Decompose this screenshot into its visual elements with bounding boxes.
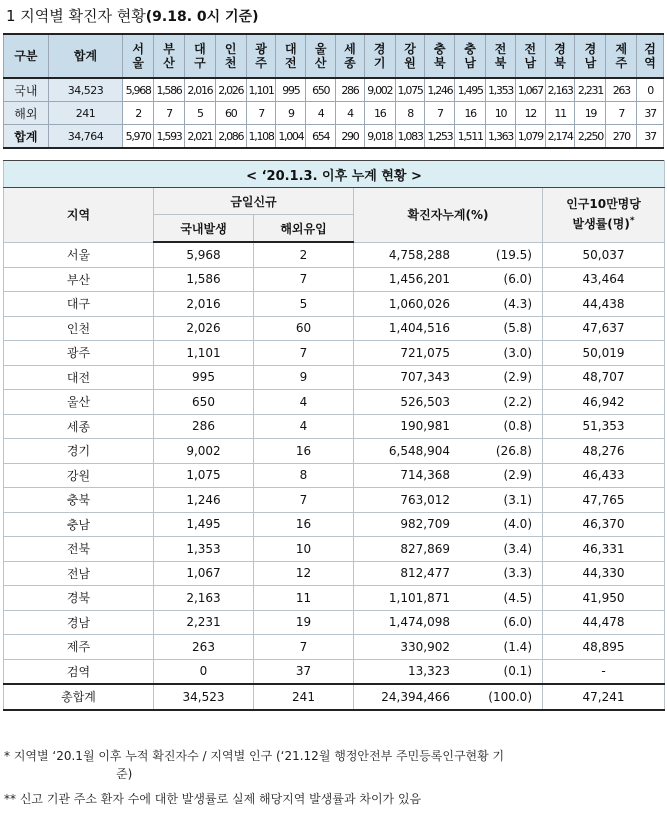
cumulative-percent: (3.4) bbox=[503, 541, 532, 556]
summary-cell: 9 bbox=[276, 102, 306, 125]
cumulative-cell bbox=[354, 659, 543, 684]
summary-row bbox=[4, 78, 664, 102]
cumulative-cell bbox=[354, 316, 543, 341]
table-row bbox=[4, 635, 665, 660]
cumulative-value: 707,343 bbox=[400, 370, 450, 385]
region-char-bottom: 천 bbox=[224, 56, 237, 70]
summary-cell: 1,511 bbox=[455, 125, 486, 149]
region-cell: 충북 bbox=[4, 488, 154, 513]
cumulative-percent: (6.0) bbox=[503, 272, 532, 287]
cumulative-total-row bbox=[4, 684, 665, 710]
summary-header-region bbox=[215, 34, 246, 78]
summary-cell: 2,174 bbox=[545, 125, 575, 149]
cumulative-percent: (2.9) bbox=[503, 468, 532, 483]
cumulative-cell bbox=[354, 414, 543, 439]
region-char-bottom: 기 bbox=[373, 56, 386, 70]
rate-cell: 43,464 bbox=[543, 267, 665, 292]
table-row bbox=[4, 365, 665, 390]
cumulative-percent: (0.1) bbox=[503, 664, 532, 679]
summary-header-region bbox=[336, 34, 365, 78]
cumulative-cell bbox=[354, 635, 543, 660]
total-overseas: 241 bbox=[254, 684, 354, 710]
table-row bbox=[4, 463, 665, 488]
cumulative-value: 1,404,516 bbox=[388, 321, 450, 336]
region-char-top: 서 bbox=[132, 42, 144, 56]
section-title bbox=[6, 5, 259, 26]
summary-cell: 290 bbox=[336, 125, 365, 149]
summary-header-region bbox=[455, 34, 486, 78]
summary-cell: 1,586 bbox=[154, 78, 185, 102]
summary-cell: 2,016 bbox=[184, 78, 215, 102]
summary-cell: 12 bbox=[515, 102, 545, 125]
region-char-bottom: 구 bbox=[194, 56, 206, 70]
summary-row-label: 해외 bbox=[4, 102, 49, 125]
summary-cell: 650 bbox=[306, 78, 336, 102]
domestic-cell: 1,101 bbox=[154, 341, 254, 366]
summary-cell: 2,026 bbox=[215, 78, 246, 102]
cumulative-value: 526,503 bbox=[400, 394, 450, 409]
domestic-cell: 263 bbox=[154, 635, 254, 660]
cumulative-percent: (1.4) bbox=[503, 639, 532, 654]
table-row bbox=[4, 242, 665, 267]
overseas-cell: 7 bbox=[254, 267, 354, 292]
region-cell: 경남 bbox=[4, 610, 154, 635]
region-char-bottom: 전 bbox=[285, 56, 297, 70]
region-cell: 서울 bbox=[4, 242, 154, 267]
region-cell: 인천 bbox=[4, 316, 154, 341]
footnote-1-line1: * 지역별 ‘20.1월 이후 누적 확진자수 / 지역별 인구 (‘21.12월 행정안전부 주민등록인구현황 기 bbox=[4, 749, 505, 763]
summary-cell: 1,353 bbox=[486, 78, 516, 102]
summary-cell: 7 bbox=[425, 102, 455, 125]
header-rate-mark: * bbox=[629, 216, 635, 227]
summary-cell: 9,018 bbox=[364, 125, 395, 149]
overseas-cell: 37 bbox=[254, 659, 354, 684]
region-char-bottom: 주 bbox=[615, 56, 628, 70]
region-char-bottom: 남 bbox=[524, 56, 537, 70]
rate-cell: - bbox=[543, 659, 665, 684]
domestic-cell: 9,002 bbox=[154, 439, 254, 464]
rate-cell: 47,765 bbox=[543, 488, 665, 513]
summary-header-region bbox=[545, 34, 575, 78]
summary-cell: 1,363 bbox=[486, 125, 516, 149]
region-char-top: 경 bbox=[584, 42, 597, 56]
region-char-bottom: 북 bbox=[554, 56, 566, 70]
region-char-bottom: 남 bbox=[464, 56, 476, 70]
cumulative-value: 1,101,871 bbox=[388, 590, 450, 605]
cumulative-value: 982,709 bbox=[400, 517, 450, 532]
region-char-top: 광 bbox=[255, 42, 267, 56]
section-title-text: 1 지역별 확진자 현황 bbox=[6, 7, 146, 25]
summary-cell: 2,231 bbox=[575, 78, 606, 102]
cumulative-caption: < ‘20.1.3. 이후 누계 현황 > bbox=[4, 161, 665, 188]
header-rate-line2: 발생률(명) bbox=[572, 217, 630, 232]
region-cell: 부산 bbox=[4, 267, 154, 292]
cumulative-value: 714,368 bbox=[400, 468, 450, 483]
footnote-1 bbox=[4, 747, 504, 783]
cumulative-percent: (4.0) bbox=[503, 517, 532, 532]
cumulative-cell bbox=[354, 561, 543, 586]
cumulative-cell bbox=[354, 488, 543, 513]
summary-header-region bbox=[486, 34, 516, 78]
overseas-cell: 60 bbox=[254, 316, 354, 341]
region-char-top: 경 bbox=[373, 42, 386, 56]
region-char-bottom: 산 bbox=[314, 56, 327, 70]
region-char-bottom: 원 bbox=[404, 56, 416, 70]
summary-header-region bbox=[606, 34, 637, 78]
region-char-top: 강 bbox=[404, 42, 416, 56]
total-cumulative-percent: (100.0) bbox=[488, 689, 532, 704]
domestic-cell: 995 bbox=[154, 365, 254, 390]
domestic-cell: 1,075 bbox=[154, 463, 254, 488]
overseas-cell: 5 bbox=[254, 292, 354, 317]
summary-cell: 16 bbox=[364, 102, 395, 125]
summary-header-region bbox=[246, 34, 276, 78]
region-cell: 충남 bbox=[4, 512, 154, 537]
total-domestic: 34,523 bbox=[154, 684, 254, 710]
cumulative-percent: (3.3) bbox=[503, 566, 532, 581]
reference-time: (9.18. 0시 기준) bbox=[145, 9, 259, 25]
total-region: 총합계 bbox=[4, 684, 154, 710]
summary-cell: 1,079 bbox=[515, 125, 545, 149]
region-char-top: 충 bbox=[434, 42, 446, 56]
header-overseas: 해외유입 bbox=[254, 215, 354, 243]
domestic-cell: 2,026 bbox=[154, 316, 254, 341]
cumulative-value: 4,758,288 bbox=[388, 247, 450, 262]
header-domestic: 국내발생 bbox=[154, 215, 254, 243]
table-row bbox=[4, 512, 665, 537]
header-new-today: 금일신규 bbox=[154, 188, 354, 215]
cumulative-value: 13,323 bbox=[408, 664, 450, 679]
cumulative-percent: (0.8) bbox=[503, 419, 532, 434]
header-rate-line1: 인구10만명당 bbox=[566, 197, 641, 212]
summary-row-total: 34,764 bbox=[48, 125, 123, 149]
summary-cell: 10 bbox=[486, 102, 516, 125]
rate-cell: 46,433 bbox=[543, 463, 665, 488]
cumulative-cell bbox=[354, 610, 543, 635]
cumulative-table bbox=[3, 160, 665, 711]
summary-cell: 1,075 bbox=[395, 78, 425, 102]
cumulative-percent: (19.5) bbox=[495, 247, 532, 262]
table-row bbox=[4, 390, 665, 415]
summary-header-region bbox=[276, 34, 306, 78]
rate-cell: 44,438 bbox=[543, 292, 665, 317]
summary-cell: 995 bbox=[276, 78, 306, 102]
rate-cell: 46,942 bbox=[543, 390, 665, 415]
summary-cell: 9,002 bbox=[364, 78, 395, 102]
cumulative-value: 1,474,098 bbox=[388, 615, 450, 630]
summary-row bbox=[4, 125, 664, 149]
domestic-cell: 1,586 bbox=[154, 267, 254, 292]
summary-cell: 7 bbox=[246, 102, 276, 125]
region-char-bottom: 역 bbox=[644, 56, 656, 70]
rate-cell: 48,895 bbox=[543, 635, 665, 660]
region-char-top: 전 bbox=[494, 42, 507, 56]
cumulative-percent: (4.3) bbox=[503, 296, 532, 311]
summary-cell: 60 bbox=[215, 102, 246, 125]
overseas-cell: 7 bbox=[254, 488, 354, 513]
cumulative-percent: (26.8) bbox=[495, 443, 532, 458]
cumulative-value: 1,060,026 bbox=[388, 296, 450, 311]
header-rate bbox=[543, 188, 665, 243]
summary-cell: 8 bbox=[395, 102, 425, 125]
summary-cell: 654 bbox=[306, 125, 336, 149]
domestic-cell: 650 bbox=[154, 390, 254, 415]
domestic-cell: 2,016 bbox=[154, 292, 254, 317]
total-cumulative-value: 24,394,466 bbox=[381, 689, 450, 704]
summary-header-region bbox=[425, 34, 455, 78]
summary-cell: 1,067 bbox=[515, 78, 545, 102]
summary-cell: 2,086 bbox=[215, 125, 246, 149]
cumulative-percent: (2.2) bbox=[503, 394, 532, 409]
overseas-cell: 11 bbox=[254, 586, 354, 611]
cumulative-percent: (2.9) bbox=[503, 370, 532, 385]
summary-cell: 2,163 bbox=[545, 78, 575, 102]
rate-cell: 46,370 bbox=[543, 512, 665, 537]
overseas-cell: 7 bbox=[254, 635, 354, 660]
region-char-bottom: 울 bbox=[132, 56, 144, 70]
table-row bbox=[4, 439, 665, 464]
summary-header-region bbox=[395, 34, 425, 78]
table-row bbox=[4, 561, 665, 586]
cumulative-percent: (3.0) bbox=[503, 345, 532, 360]
region-cell: 대전 bbox=[4, 365, 154, 390]
summary-cell: 7 bbox=[606, 102, 637, 125]
cumulative-percent: (4.5) bbox=[503, 590, 532, 605]
region-cell: 울산 bbox=[4, 390, 154, 415]
region-char-bottom: 종 bbox=[344, 56, 356, 70]
summary-row-label: 국내 bbox=[4, 78, 49, 102]
region-cell: 전남 bbox=[4, 561, 154, 586]
region-cell: 검역 bbox=[4, 659, 154, 684]
cumulative-cell bbox=[354, 586, 543, 611]
overseas-cell: 4 bbox=[254, 390, 354, 415]
table-row bbox=[4, 537, 665, 562]
table-row bbox=[4, 316, 665, 341]
region-char-bottom: 북 bbox=[434, 56, 446, 70]
summary-table bbox=[3, 33, 664, 149]
rate-cell: 48,276 bbox=[543, 439, 665, 464]
region-char-top: 세 bbox=[344, 42, 356, 56]
table-row bbox=[4, 659, 665, 684]
region-cell: 전북 bbox=[4, 537, 154, 562]
region-cell: 대구 bbox=[4, 292, 154, 317]
summary-header-category: 구분 bbox=[4, 34, 49, 78]
table-row bbox=[4, 267, 665, 292]
table-row bbox=[4, 414, 665, 439]
summary-cell: 1,495 bbox=[455, 78, 486, 102]
summary-cell: 1,108 bbox=[246, 125, 276, 149]
summary-header-region bbox=[154, 34, 185, 78]
summary-cell: 1,593 bbox=[154, 125, 185, 149]
summary-cell: 19 bbox=[575, 102, 606, 125]
region-char-top: 울 bbox=[314, 42, 327, 56]
region-cell: 광주 bbox=[4, 341, 154, 366]
rate-cell: 51,353 bbox=[543, 414, 665, 439]
overseas-cell: 4 bbox=[254, 414, 354, 439]
domestic-cell: 1,353 bbox=[154, 537, 254, 562]
region-char-top: 대 bbox=[194, 42, 206, 56]
summary-cell: 4 bbox=[306, 102, 336, 125]
domestic-cell: 1,495 bbox=[154, 512, 254, 537]
domestic-cell: 5,968 bbox=[154, 242, 254, 267]
summary-header-region bbox=[515, 34, 545, 78]
cumulative-value: 827,869 bbox=[400, 541, 450, 556]
region-cell: 세종 bbox=[4, 414, 154, 439]
summary-cell: 270 bbox=[606, 125, 637, 149]
overseas-cell: 2 bbox=[254, 242, 354, 267]
overseas-cell: 16 bbox=[254, 439, 354, 464]
summary-cell: 0 bbox=[637, 78, 664, 102]
region-cell: 경북 bbox=[4, 586, 154, 611]
summary-cell: 1,253 bbox=[425, 125, 455, 149]
cumulative-cell bbox=[354, 365, 543, 390]
summary-cell: 11 bbox=[545, 102, 575, 125]
domestic-cell: 1,067 bbox=[154, 561, 254, 586]
summary-header-region bbox=[364, 34, 395, 78]
summary-header-region bbox=[575, 34, 606, 78]
region-char-top: 제 bbox=[615, 42, 628, 56]
summary-header-region bbox=[306, 34, 336, 78]
summary-row bbox=[4, 102, 664, 125]
summary-cell: 4 bbox=[336, 102, 365, 125]
summary-cell: 1,004 bbox=[276, 125, 306, 149]
summary-cell: 1,101 bbox=[246, 78, 276, 102]
rate-cell: 50,019 bbox=[543, 341, 665, 366]
summary-cell: 5 bbox=[184, 102, 215, 125]
cumulative-header-row bbox=[4, 188, 665, 215]
summary-cell: 37 bbox=[637, 125, 664, 149]
table-row bbox=[4, 488, 665, 513]
summary-cell: 5,968 bbox=[123, 78, 154, 102]
cumulative-cell bbox=[354, 341, 543, 366]
cumulative-percent: (3.1) bbox=[503, 492, 532, 507]
cumulative-cell bbox=[354, 267, 543, 292]
domestic-cell: 0 bbox=[154, 659, 254, 684]
summary-cell: 37 bbox=[637, 102, 664, 125]
summary-row-label: 합계 bbox=[4, 125, 49, 149]
cumulative-cell bbox=[354, 463, 543, 488]
total-cumulative bbox=[354, 684, 543, 710]
footnote-2: ** 신고 기관 주소 환자 수에 대한 발생률로 실제 해당지역 발생률과 차이가 있음 bbox=[4, 792, 422, 806]
summary-row-total: 34,523 bbox=[48, 78, 123, 102]
domestic-cell: 286 bbox=[154, 414, 254, 439]
cumulative-cell bbox=[354, 537, 543, 562]
overseas-cell: 10 bbox=[254, 537, 354, 562]
summary-cell: 7 bbox=[154, 102, 185, 125]
overseas-cell: 12 bbox=[254, 561, 354, 586]
region-cell: 제주 bbox=[4, 635, 154, 660]
domestic-cell: 2,163 bbox=[154, 586, 254, 611]
region-char-bottom: 산 bbox=[163, 56, 175, 70]
overseas-cell: 7 bbox=[254, 341, 354, 366]
region-char-top: 전 bbox=[524, 42, 537, 56]
rate-cell: 44,478 bbox=[543, 610, 665, 635]
region-char-top: 충 bbox=[464, 42, 476, 56]
domestic-cell: 1,246 bbox=[154, 488, 254, 513]
rate-cell: 41,950 bbox=[543, 586, 665, 611]
summary-cell: 5,970 bbox=[123, 125, 154, 149]
summary-cell: 2,021 bbox=[184, 125, 215, 149]
cumulative-value: 721,075 bbox=[400, 345, 450, 360]
summary-header-region bbox=[123, 34, 154, 78]
cumulative-value: 763,012 bbox=[400, 492, 450, 507]
cumulative-value: 6,548,904 bbox=[388, 443, 450, 458]
cumulative-cell bbox=[354, 242, 543, 267]
region-char-top: 부 bbox=[163, 42, 175, 56]
region-cell: 강원 bbox=[4, 463, 154, 488]
cumulative-cell bbox=[354, 439, 543, 464]
summary-cell: 16 bbox=[455, 102, 486, 125]
region-char-top: 인 bbox=[224, 42, 237, 56]
cumulative-cell bbox=[354, 390, 543, 415]
cumulative-value: 190,981 bbox=[400, 419, 450, 434]
summary-header-region bbox=[184, 34, 215, 78]
table-row bbox=[4, 610, 665, 635]
region-char-bottom: 남 bbox=[584, 56, 597, 70]
summary-header-total: 합계 bbox=[48, 34, 123, 78]
region-char-bottom: 주 bbox=[255, 56, 267, 70]
table-row bbox=[4, 292, 665, 317]
cumulative-cell bbox=[354, 512, 543, 537]
summary-cell: 1,083 bbox=[395, 125, 425, 149]
region-char-top: 대 bbox=[285, 42, 297, 56]
cumulative-value: 812,477 bbox=[400, 566, 450, 581]
cumulative-value: 1,456,201 bbox=[388, 272, 450, 287]
header-cumulative: 확진자누계(%) bbox=[354, 188, 543, 243]
cumulative-cell bbox=[354, 292, 543, 317]
footnote-1-line2: 준) bbox=[116, 767, 133, 781]
table-row bbox=[4, 341, 665, 366]
region-char-top: 검 bbox=[644, 42, 656, 56]
summary-row-total: 241 bbox=[48, 102, 123, 125]
rate-cell: 44,330 bbox=[543, 561, 665, 586]
cumulative-value: 330,902 bbox=[400, 639, 450, 654]
table-row bbox=[4, 586, 665, 611]
summary-header-region bbox=[637, 34, 664, 78]
rate-cell: 48,707 bbox=[543, 365, 665, 390]
summary-cell: 2 bbox=[123, 102, 154, 125]
overseas-cell: 8 bbox=[254, 463, 354, 488]
summary-cell: 2,250 bbox=[575, 125, 606, 149]
total-rate: 47,241 bbox=[543, 684, 665, 710]
rate-cell: 47,637 bbox=[543, 316, 665, 341]
rate-cell: 50,037 bbox=[543, 242, 665, 267]
cumulative-percent: (6.0) bbox=[503, 615, 532, 630]
cumulative-percent: (5.8) bbox=[503, 321, 532, 336]
rate-cell: 46,331 bbox=[543, 537, 665, 562]
domestic-cell: 2,231 bbox=[154, 610, 254, 635]
region-char-top: 경 bbox=[554, 42, 566, 56]
summary-cell: 1,246 bbox=[425, 78, 455, 102]
region-cell: 경기 bbox=[4, 439, 154, 464]
header-region: 지역 bbox=[4, 188, 154, 243]
region-char-bottom: 북 bbox=[494, 56, 507, 70]
summary-cell: 286 bbox=[336, 78, 365, 102]
overseas-cell: 19 bbox=[254, 610, 354, 635]
overseas-cell: 9 bbox=[254, 365, 354, 390]
summary-header-row bbox=[4, 34, 664, 78]
overseas-cell: 16 bbox=[254, 512, 354, 537]
cumulative-caption-row bbox=[4, 161, 665, 188]
summary-cell: 263 bbox=[606, 78, 637, 102]
